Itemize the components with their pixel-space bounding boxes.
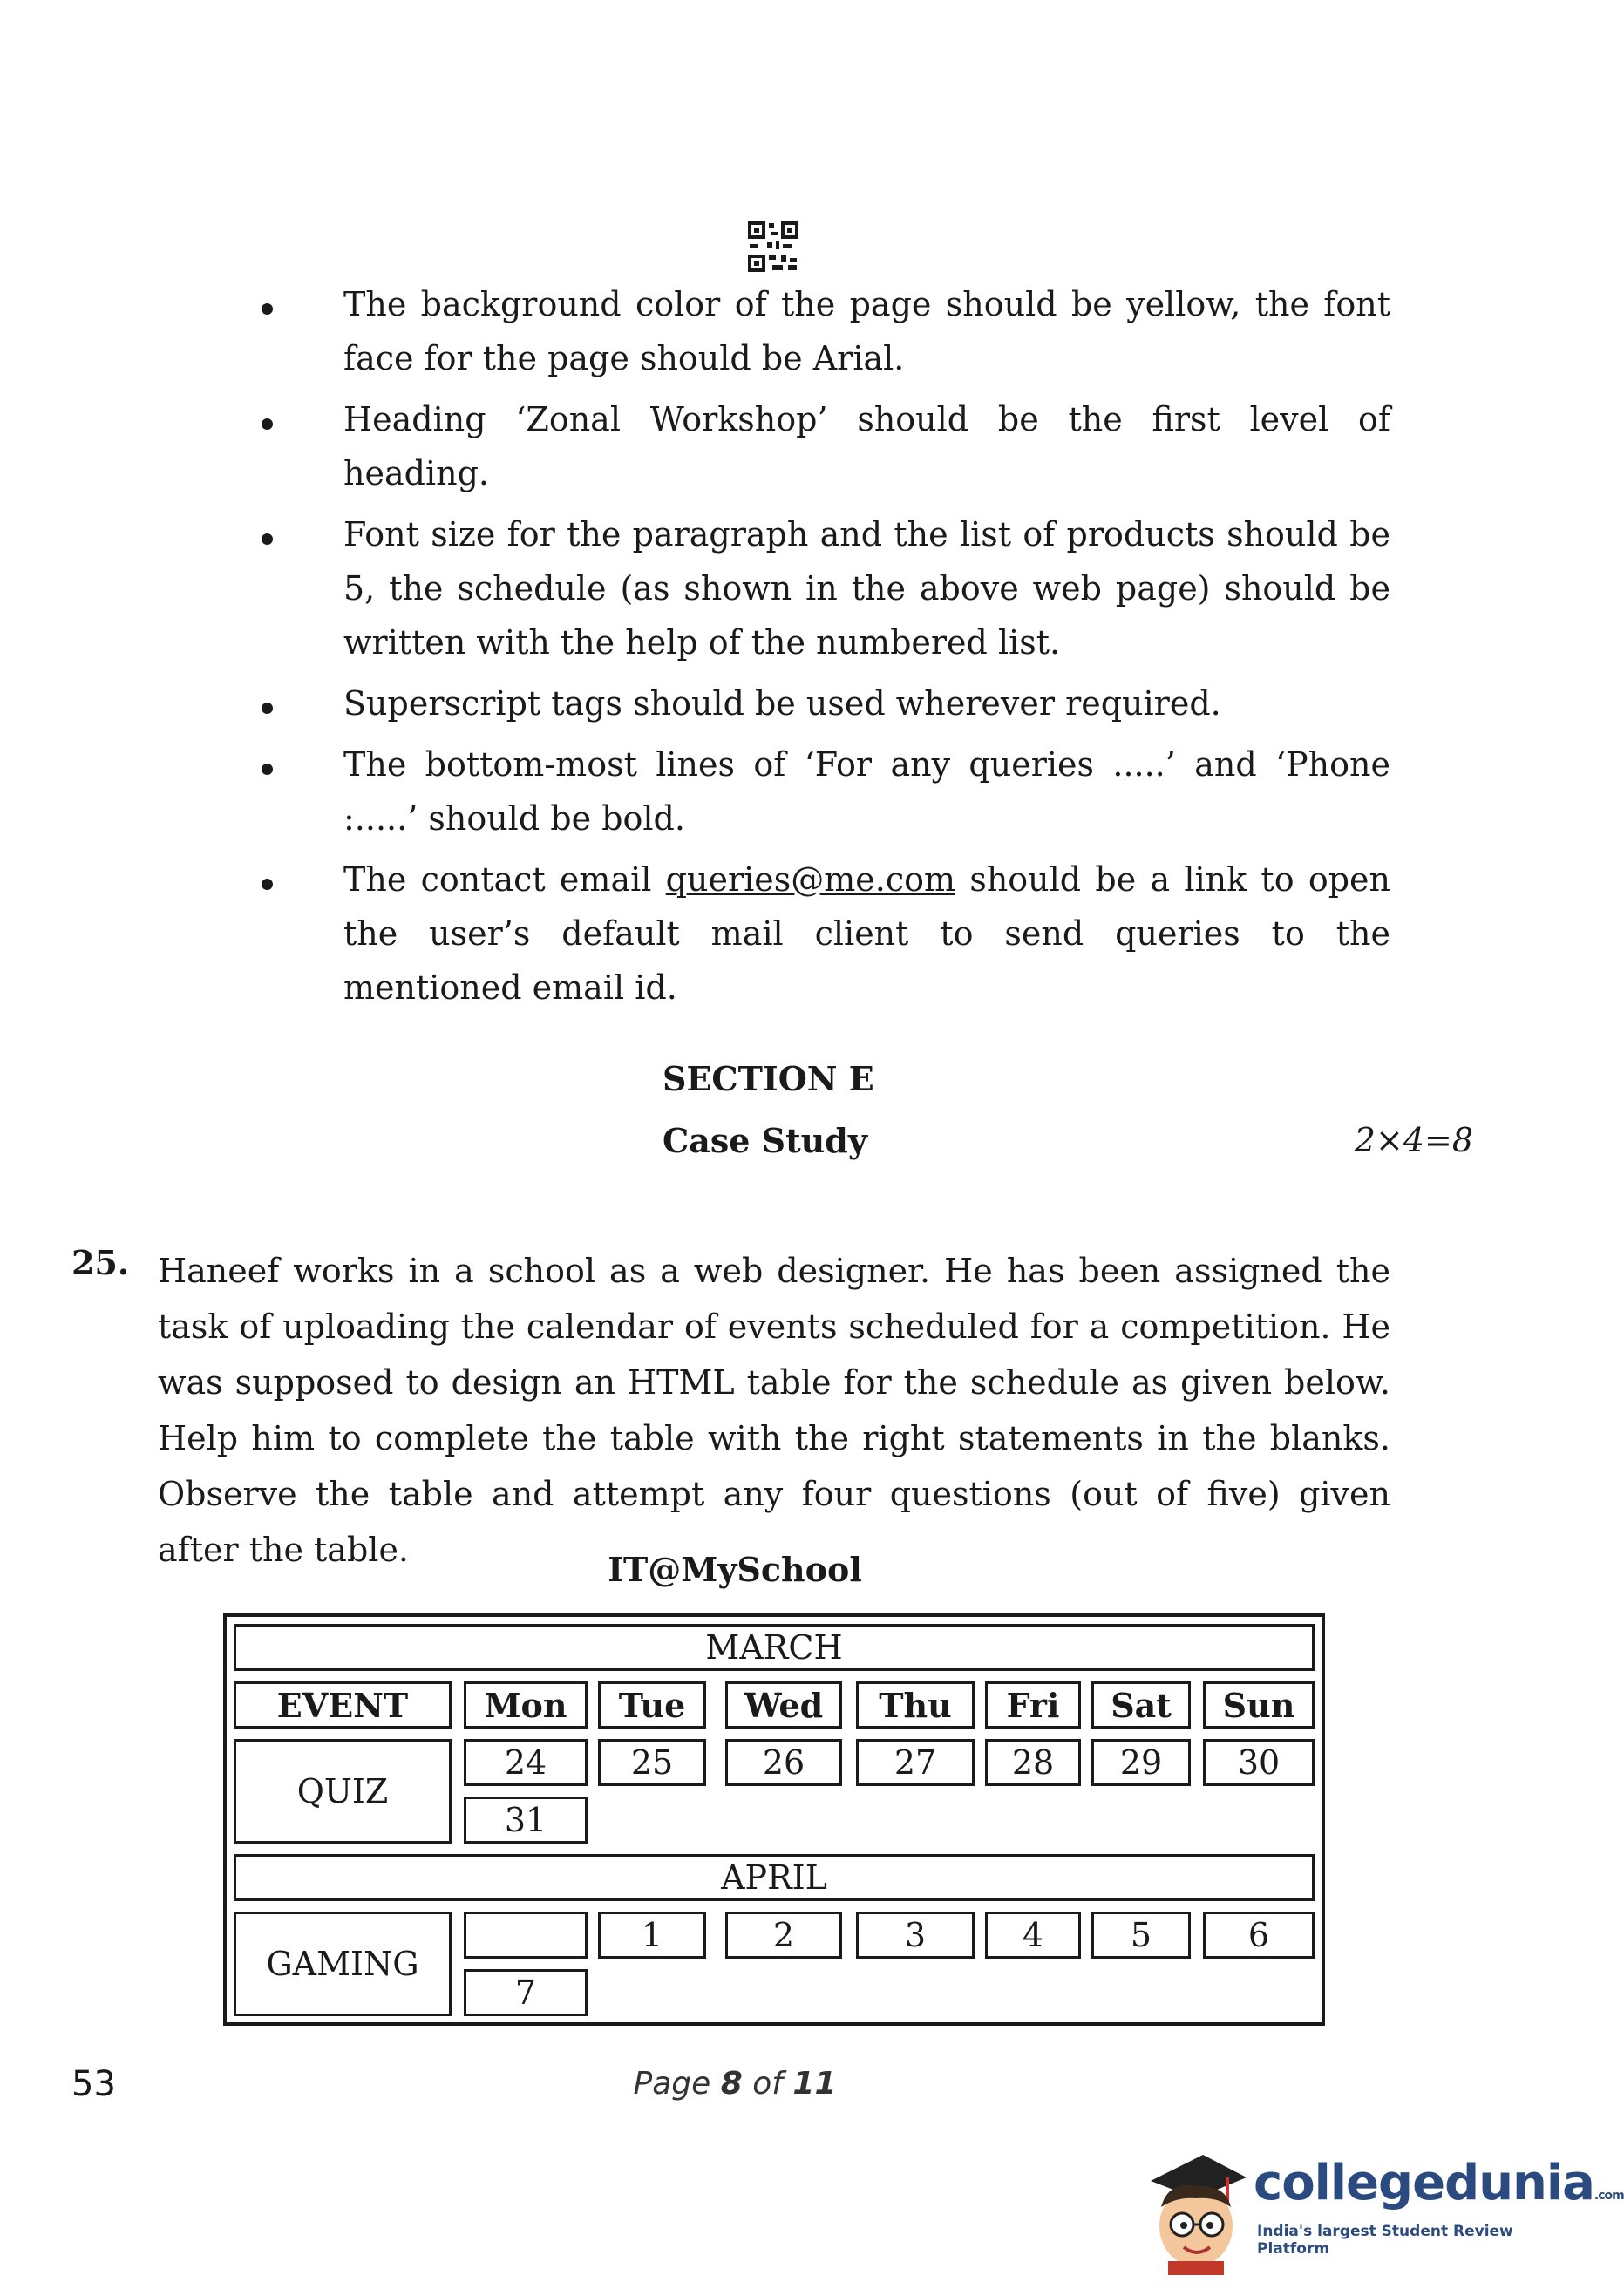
event-cell-gaming: GAMING <box>234 1912 452 2016</box>
list-item-text: The background color of the page should be yellow, the font face for the page should be Arial. <box>343 285 1390 377</box>
bullet-icon <box>262 764 273 775</box>
brand-suffix: .com <box>1593 2189 1624 2203</box>
header-cell-sun: Sun <box>1203 1681 1315 1729</box>
list-item <box>253 676 1390 730</box>
date-cell: 29 <box>1091 1739 1191 1786</box>
date-cell: 7 <box>464 1969 588 2016</box>
brand-logo <box>1142 2146 1624 2277</box>
date-cell: 28 <box>985 1739 1081 1786</box>
section-title: SECTION E <box>663 1059 874 1098</box>
header-cell-event: EVENT <box>234 1681 452 1729</box>
list-item-text-before: The contact email <box>343 860 666 899</box>
date-cell: 4 <box>985 1912 1081 1959</box>
list-item <box>253 507 1390 669</box>
bullet-icon <box>262 418 273 430</box>
question-text: Haneef works in a school as a web designer. He has been assigned the task of uploading the calendar of events scheduled for a competition. He was supposed to design an HTML table for the schedule as given below. Help him to complete the table with the right statements in the blanks. Observe the table and attempt any four questions (out of five) given after the table. <box>158 1252 1390 1569</box>
brand-name: collegedunia.com <box>1254 2155 1624 2211</box>
table-caption: IT@MySchool <box>608 1550 862 1589</box>
date-cell: 24 <box>464 1739 588 1786</box>
list-item <box>253 737 1390 846</box>
header-cell-tue: Tue <box>598 1681 706 1729</box>
bullet-icon <box>262 879 273 890</box>
header-cell-wed: Wed <box>725 1681 842 1729</box>
event-cell-quiz: QUIZ <box>234 1739 452 1844</box>
header-cell-thu: Thu <box>856 1681 975 1729</box>
date-cell: 2 <box>725 1912 842 1959</box>
bullet-icon <box>262 703 273 714</box>
list-item-text-after: should be a link to open the user’s default mail client to send queries to the mentioned email id. <box>343 860 1390 1007</box>
page-indicator: Page 8 of 11 <box>633 2066 837 2102</box>
section-subtitle: Case Study <box>663 1121 867 1160</box>
page-code: 53 <box>71 2064 116 2104</box>
schedule-table <box>223 1613 1325 2026</box>
date-cell: 26 <box>725 1739 842 1786</box>
list-item-text: Superscript tags should be used wherever required. <box>343 684 1221 723</box>
section-marks: 2×4=8 <box>1354 1121 1473 1159</box>
header-cell-fri: Fri <box>985 1681 1081 1729</box>
qr-code-icon <box>748 221 798 272</box>
date-cell: 1 <box>598 1912 706 1959</box>
bullet-icon <box>262 303 273 315</box>
list-item-text: The bottom-most lines of ‘For any queries .....’ and ‘Phone :.....’ should be bold. <box>343 745 1390 838</box>
date-cell: 6 <box>1203 1912 1315 1959</box>
bullet-icon <box>262 533 273 545</box>
date-cell: 31 <box>464 1797 588 1844</box>
header-cell-sat: Sat <box>1091 1681 1191 1729</box>
list-item <box>253 392 1390 500</box>
date-cell: 5 <box>1091 1912 1191 1959</box>
date-cell: 3 <box>856 1912 975 1959</box>
date-cell: 30 <box>1203 1739 1315 1786</box>
date-cell: 27 <box>856 1739 975 1786</box>
date-cell <box>464 1912 588 1959</box>
list-item <box>253 852 1390 1015</box>
instruction-list <box>253 277 1390 1015</box>
brand-tagline: India's largest Student Review Platform <box>1257 2223 1513 2258</box>
mascot-icon <box>1142 2146 1250 2275</box>
month-header-march: MARCH <box>234 1624 1315 1671</box>
list-item-text: Heading ‘Zonal Workshop’ should be the first level of heading. <box>343 400 1390 492</box>
header-cell-mon: Mon <box>464 1681 588 1729</box>
list-item <box>253 277 1390 385</box>
month-header-april: APRIL <box>234 1854 1315 1901</box>
list-item-text: Font size for the paragraph and the list of products should be 5, the schedule (as shown in the above web page) should be written with the help of the numbered list. <box>343 515 1390 662</box>
email-link[interactable]: queries@me.com <box>665 860 956 899</box>
date-cell: 25 <box>598 1739 706 1786</box>
question-number: 25. <box>71 1243 130 1282</box>
